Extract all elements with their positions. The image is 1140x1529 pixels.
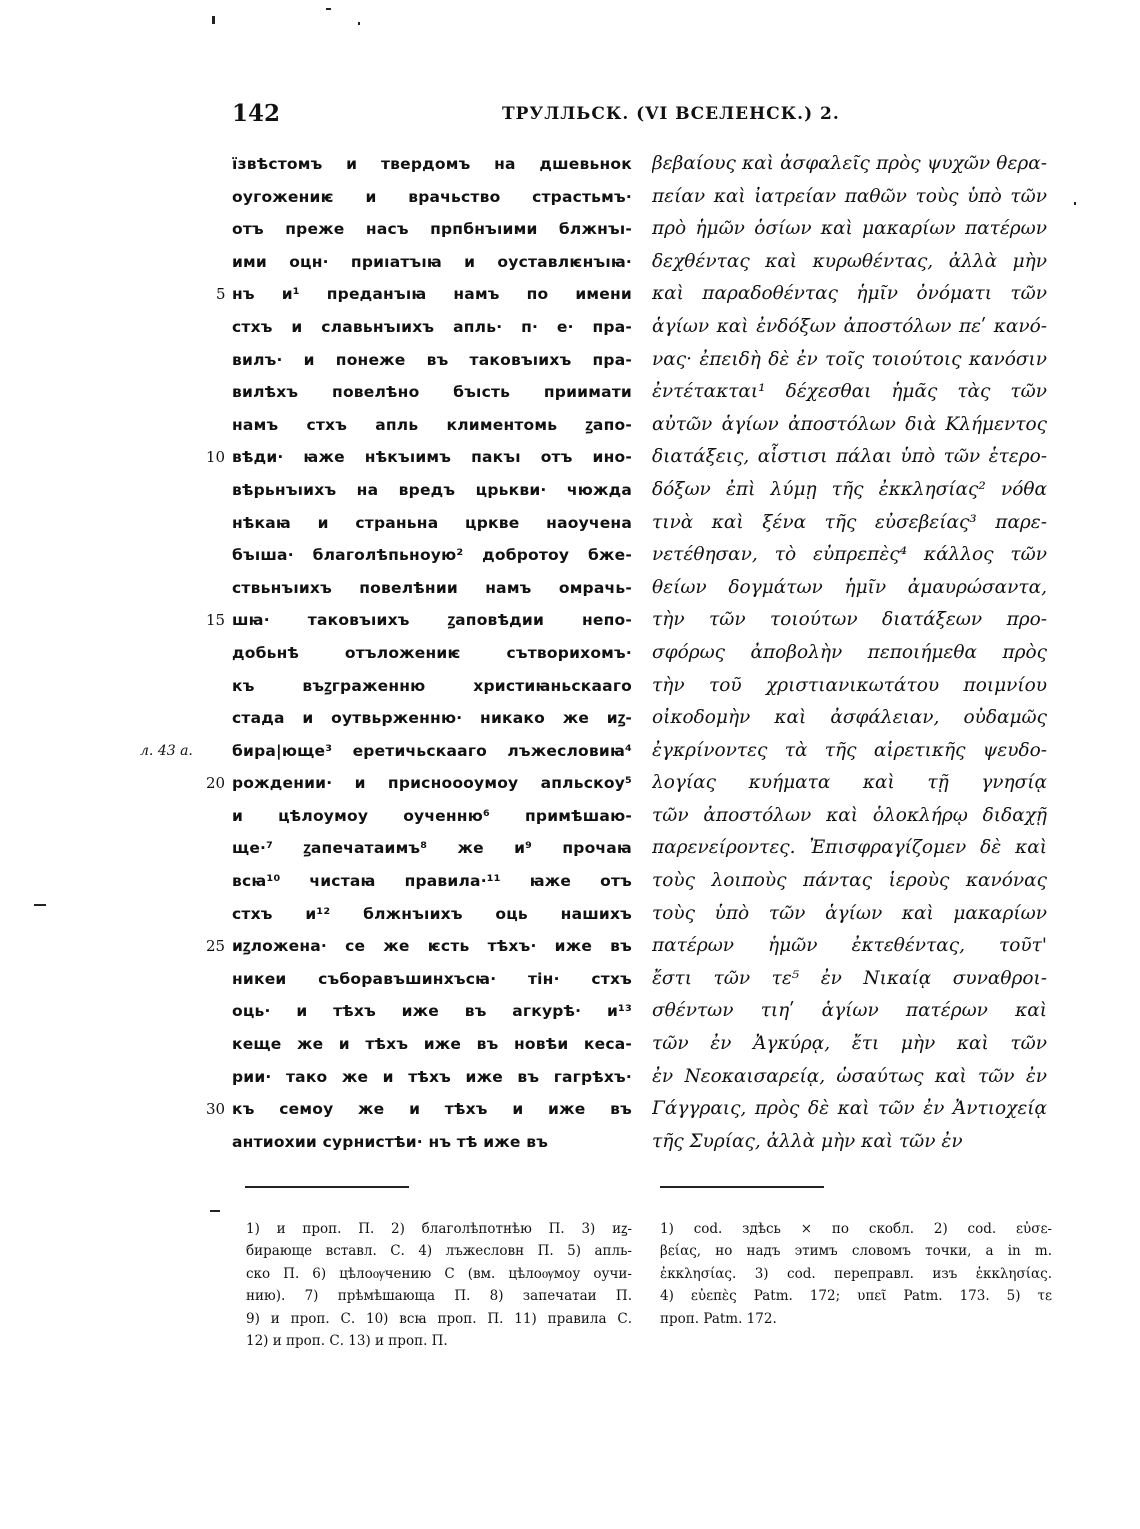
slavonic-text-line: їзвѣстомъ и твердомъ на дшевьнок — [232, 155, 632, 173]
greek-text-line: τοὺς ὑπὸ τῶν ἁγίων καὶ μακαρίων — [652, 902, 1047, 924]
scan-speck — [358, 22, 360, 25]
slavonic-text-line: намъ стхъ апль климентомь ꙁапо- — [232, 415, 632, 434]
greek-text-line: πείαν καὶ ἰατρείαν παθῶν τοὺς ὑπὸ τῶν — [652, 185, 1047, 207]
greek-text-line: θείων δογμάτων ἡμῖν ἀμαυρώσαντα, — [652, 576, 1047, 598]
line-number: 5 — [216, 285, 226, 304]
line-number: 20 — [206, 774, 226, 793]
greek-text-line: νας· ἐπειδὴ δὲ ἐν τοῖς τοιούτοις κανόσιν — [652, 348, 1047, 370]
slavonic-text-line: нѣкаꙗ и страньна цркве наоучена — [232, 513, 632, 532]
slavonic-text-line: антиохии сурнистѣи· нъ тѣ иже въ — [232, 1132, 549, 1151]
footnote-rule-right — [660, 1186, 824, 1188]
line-number: 30 — [206, 1100, 226, 1119]
greek-text-line: ἁγίων καὶ ἐνδόξων ἀποστόλων πεʹ κανό- — [652, 315, 1047, 337]
greek-text-line: τινὰ καὶ ξένα τῆς εὐσεβείας³ παρε- — [652, 511, 1047, 533]
slavonic-text-line: къ въꙁграженню христиꙗньскааго — [232, 676, 632, 695]
greek-text-line: ἔστι τῶν τε⁵ ἐν Νικαίᾳ συναθροι- — [652, 967, 1047, 989]
slavonic-text-line: стхъ и¹² блжнъıихъ оць нашихъ — [232, 904, 632, 923]
greek-text-line: τῆς Συρίας, ἀλλὰ μὴν καὶ τῶν ἐν — [652, 1130, 963, 1152]
greek-text-line: σφόρως ἀποβολὴν πεποιήμεθα πρὸς — [652, 641, 1047, 663]
greek-text-line: βεβαίους καὶ ἀσφαλεῖς πρὸς ψυχῶν θερα- — [652, 153, 1047, 174]
line-number: 15 — [206, 611, 226, 630]
footnotes-right — [660, 1218, 1052, 1330]
slavonic-text-line: бира|юще³ еретичьскааго лъжесловиꙗ⁴ — [232, 741, 632, 760]
footnote-line: βείας, но надъ этимъ словомъ точки, а in m. — [660, 1243, 1052, 1260]
slavonic-text-line: и цѣлоумоу оученню⁶ примѣшаю- — [232, 806, 632, 825]
slavonic-text-line: шꙗ· таковъıихъ ꙁаповѣдии непо- — [232, 611, 632, 630]
greek-text-line: οἰκοδομὴν καὶ ἀσφάλειαν, οὐδαμῶς — [652, 707, 1047, 729]
greek-text-line: νετέθησαν, τὸ εὐπρεπὲς⁴ κάλλος τῶν — [652, 544, 1047, 566]
greek-text-line: αὐτῶν ἁγίων ἀποστόλων διὰ Κλήμεντος — [652, 413, 1047, 435]
greek-text-line: τοὺς λοιποὺς πάντας ἱεροὺς κανόνας — [652, 870, 1047, 892]
greek-text-line: τὴν τῶν τοιούτων διατάξεων προ- — [652, 609, 1047, 631]
greek-text-line: Γάγγραις, πρὸς δὲ καὶ τῶν ἐν Ἀντιοχείᾳ — [652, 1098, 1047, 1120]
footnote-line: ἐκκλησίας. 3) cod. переправл. изъ ἐκκλησίας. — [660, 1265, 1052, 1282]
footnote-line: 12) и проп. С. 13) и проп. П. — [246, 1332, 448, 1349]
greek-text-line: δεχθέντας καὶ κυρωθέντας, ἀλλὰ μὴν — [652, 250, 1047, 272]
slavonic-text-line: ими оцн· приıатъıꙗ и оуставлѥнъıꙗ· — [232, 252, 632, 271]
slavonic-text-line: всꙗ¹⁰ чистаꙗ правила·¹¹ ꙗже отъ — [232, 872, 632, 891]
footnotes-left — [246, 1218, 632, 1352]
slavonic-text-line: ствьнъıихъ повелѣнии намъ омрачь- — [232, 578, 632, 597]
slavonic-text-line: вѣрьнъıихъ на вредъ црькви· чюжда — [232, 480, 632, 499]
line-number: 10 — [206, 448, 226, 467]
slavonic-text-line: стхъ и славьнъıихъ апль· п· е· пра- — [232, 317, 632, 336]
greek-text-line: ἐγκρίνοντες τὰ τῆς αἱρετικῆς ψευδο- — [652, 739, 1047, 761]
scan-speck — [210, 1210, 220, 1212]
scan-speck — [326, 8, 331, 10]
slavonic-text-line: добьнѣ отъложениѥ сътворихомъ· — [232, 643, 632, 662]
slavonic-text-line: отъ преже насъ прпбнъıими блжнъı- — [232, 220, 632, 239]
slavonic-text-line: вилъ· и понеже въ таковъıихъ пра- — [232, 350, 632, 369]
scan-speck — [34, 904, 46, 906]
scan-speck — [1074, 202, 1076, 205]
church-slavonic-column — [232, 148, 632, 1158]
footnote-line: 1) и проп. П. 2) благолѣпотнѣю П. 3) иꙁ- — [246, 1221, 632, 1237]
greek-text-line: λογίας κυήματα καὶ τῇ γνησίᾳ — [652, 772, 1047, 794]
footnote-line: 9) и проп. С. 10) всꙗ проп. П. 11) правила С. — [246, 1310, 632, 1327]
slavonic-text-line: кеще же и тѣхъ иже въ новѣи кеса- — [232, 1035, 632, 1054]
greek-text-line: παρενείροντες. Ἐπισφραγίζομεν δὲ καὶ — [652, 837, 1047, 859]
slavonic-text-line: вилѣхъ повелѣно бъıсть приимати — [232, 383, 632, 402]
slavonic-text-line: къ семоу же и тѣхъ и иже въ — [232, 1100, 632, 1119]
greek-text-line: πρὸ ἡμῶν ὁσίων καὶ μακαρίων πατέρων — [652, 218, 1047, 240]
footnote-line: бирающе вставл. С. 4) лъжесловн П. 5) апль- — [246, 1243, 632, 1260]
folio-margin-note: л. 43 а. — [140, 742, 193, 759]
slavonic-text-line: оць· и тѣхъ иже въ агкурѣ· и¹³ — [232, 1002, 632, 1021]
footnote-line: нию). 7) прѣмѣшающа П. 8) запечатаи П. — [246, 1288, 632, 1305]
greek-text-line: τῶν ἀποστόλων καὶ ὁλοκλήρῳ διδαχῇ — [652, 804, 1047, 826]
slavonic-text-line: ще·⁷ ꙁапечатаимъ⁸ же и⁹ прочаꙗ — [232, 839, 632, 858]
greek-text-line: τῶν ἐν Ἀγκύρᾳ, ἔτι μὴν καὶ τῶν — [652, 1033, 1047, 1055]
slavonic-text-line: вѣди· ꙗже нѣкъıимъ пакъı отъ ино- — [232, 448, 632, 467]
greek-text-line: διατάξεις, αἷστισι πάλαι ὑπὸ τῶν ἑτερο- — [652, 446, 1047, 468]
slavonic-text-line: иꙁложена· се же ѥсть тѣхъ· иже въ — [232, 937, 632, 956]
slavonic-text-line: стада и оутвьрженню· никако же иꙁ- — [232, 709, 632, 728]
footnote-line: 4) εὐεπὲς Patm. 172; υπεῖ Patm. 173. 5) τε — [660, 1288, 1052, 1305]
slavonic-text-line: нъ и¹ преданъıꙗ намъ по имени — [232, 285, 632, 304]
greek-text-line: δόξων ἐπὶ λύμῃ τῆς ἐκκλησίας² νόθα — [652, 478, 1047, 500]
slavonic-text-line: никеи съборавъшинхъсꙗ· тін· стхъ — [232, 969, 632, 988]
footnote-rule-left — [245, 1186, 409, 1188]
footnote-line: ско П. 6) цѣлоѹчению С (вм. цѣлоѹмоу оучи- — [246, 1265, 632, 1282]
page-number: 142 — [232, 100, 281, 127]
scan-speck — [212, 16, 215, 24]
greek-column — [652, 148, 1047, 1158]
greek-text-line: τὴν τοῦ χριστιανικωτάτου ποιμνίου — [652, 674, 1047, 696]
page-header — [232, 100, 1052, 136]
slavonic-text-line: оугожениѥ и врачьство страстьмъ· — [232, 187, 632, 206]
footnote-line: проп. Patm. 172. — [660, 1310, 777, 1327]
greek-text-line: ἐντέτακται¹ δέχεσθαι ἡμᾶς τὰς τῶν — [652, 381, 1047, 403]
slavonic-text-line: рождении· и присноооумоу апльскоу⁵ — [232, 774, 632, 793]
greek-text-line: ἐν Νεοκαισαρείᾳ, ὡσαύτως καὶ τῶν ἐν — [652, 1065, 1047, 1087]
slavonic-text-line: рии· тако же и тѣхъ иже въ гагрѣхъ· — [232, 1067, 632, 1086]
line-number: 25 — [206, 937, 226, 956]
greek-text-line: σθέντων τιηʹ ἁγίων πατέρων καὶ — [652, 1000, 1047, 1022]
footnote-line: 1) cod. здѣсь × по скобл. 2) cod. εὐσε- — [660, 1221, 1052, 1237]
greek-text-line: καὶ παραδοθέντας ἡμῖν ὀνόματι τῶν — [652, 283, 1047, 305]
greek-text-line: πατέρων ἡμῶν ἐκτεθέντας, τοῦτ' — [652, 935, 1047, 957]
slavonic-text-line: бъıша· благолѣпьноую² добротоу бже- — [232, 546, 632, 565]
running-head: ТРУЛЛЬСК. (VI ВСЕЛЕНСК.) 2. — [502, 104, 840, 124]
